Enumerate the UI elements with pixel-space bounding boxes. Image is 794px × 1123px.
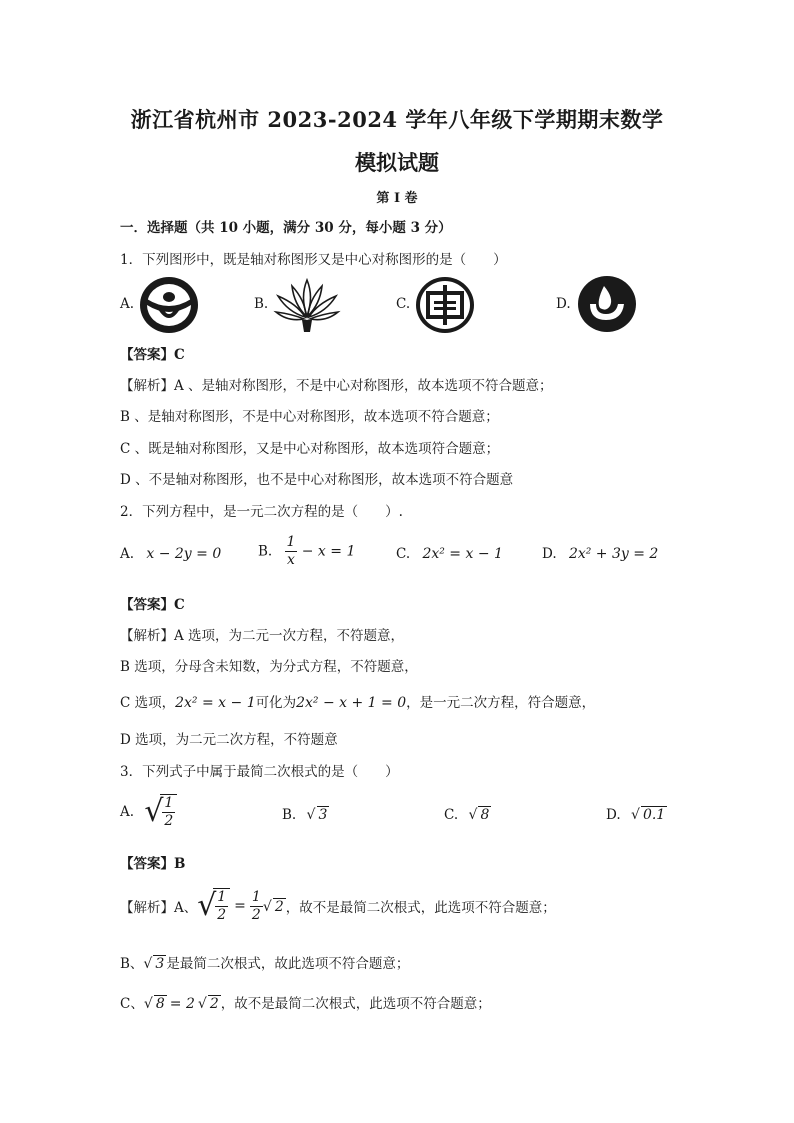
- q2-analysis-2: B 选项，分母含未知数，为分式方程，不符题意，: [120, 659, 418, 675]
- q2-option-a: [120, 546, 221, 562]
- q3-analysis-a-half: [250, 889, 263, 924]
- q3-option-b-radicand: 3: [318, 807, 328, 823]
- q2-option-c-label: C.: [396, 546, 411, 562]
- q2-option-d: [542, 546, 658, 562]
- q3-option-d-label: D.: [606, 807, 621, 823]
- q1-option-a-label: A.: [120, 296, 135, 312]
- q3-stem: 3．下列式子中属于最简二次根式的是（ ）: [120, 764, 399, 780]
- q3-option-d-radicand: 0.1: [642, 807, 666, 823]
- q1-analysis-4: D 、不是轴对称图形，也不是中心对称图形，故本选项不符合题意: [120, 472, 514, 488]
- q2-analysis-3-expr-1: 2x² = x − 1: [175, 695, 256, 711]
- q3-analysis-a-half-den: 2: [251, 906, 261, 923]
- q2-option-b: [258, 534, 355, 569]
- q3-analysis-b-post: 是最简二次根式，故此选项不符合题意；: [166, 956, 410, 972]
- q3-analysis-c-pre: C、: [120, 996, 144, 1012]
- q3-analysis-b-radicand: 3: [155, 956, 165, 972]
- q2-analysis-3-pre: C 选项，: [120, 695, 176, 711]
- q2-option-d-label: D.: [542, 546, 557, 562]
- volume-label: 第 I 卷: [376, 191, 418, 206]
- q1-option-b-label: B.: [254, 296, 269, 312]
- q3-analysis-a-half-num: 1: [251, 888, 261, 905]
- q3-option-a-label: A.: [120, 804, 135, 820]
- q3-option-d: [606, 806, 667, 823]
- q1-logo-d-icon: [576, 274, 638, 334]
- q1-analysis-2: B 、是轴对称图形，不是中心对称图形，故本选项不符合题意；: [120, 409, 499, 425]
- q1-logo-a-icon: [138, 275, 200, 335]
- q3-analysis-a-sqrt: √ $\frac{1}{2}$: [197, 888, 230, 924]
- q1-logo-c-icon: [414, 275, 476, 335]
- q3-option-a-sqrt: √ $\frac{1}{2}$: [144, 794, 177, 830]
- section-heading: 一．选择题（共 10 小题，满分 30 分，每小题 3 分）: [120, 220, 452, 236]
- q2-option-b-label: B.: [258, 543, 273, 560]
- title-line-1: 浙江省杭州市 2023-2024 学年八年级下学期期末数学: [130, 107, 664, 132]
- q2-stem: 2．下列方程中，是一元二次方程的是（ ）.: [120, 504, 403, 520]
- q3-analysis-c-post: ，故不是最简二次根式，此选项不符合题意；: [220, 996, 491, 1012]
- q2-analysis-3: [120, 691, 595, 711]
- q3-option-c-radicand: 8: [480, 807, 490, 823]
- q3-option-c: [444, 806, 491, 823]
- q1-stem: 1．下列图形中，既是轴对称图形又是中心对称图形的是（ ）: [120, 252, 507, 268]
- q1-answer: 【答案】C: [120, 347, 185, 363]
- q2-option-b-rest: − x = 1: [301, 543, 356, 560]
- q2-answer: 【答案】C: [120, 597, 185, 613]
- q3-analysis-b: B、 √ 3 是最简二次根式，故此选项不符合题意；: [120, 956, 410, 972]
- title-line-2: 模拟试题: [355, 150, 439, 175]
- q2-option-a-expr: x − 2y = 0: [146, 546, 222, 562]
- q2-option-b-denominator: x: [287, 552, 295, 568]
- q3-analysis-a-post: ，故不是最简二次根式，此选项不符合题意；: [285, 900, 556, 916]
- q2-option-c: [396, 546, 503, 562]
- q3-option-c-sqrt: √ 8: [468, 807, 490, 823]
- q3-analysis-a-root2: 2: [274, 898, 284, 915]
- q3-analysis-a-denominator: 2: [217, 907, 227, 923]
- q2-analysis-1: 【解析】A 选项，为二元一次方程，不符题意，: [120, 628, 405, 644]
- q2-option-a-label: A.: [120, 546, 135, 562]
- q1-analysis-3: C 、既是轴对称图形，又是中心对称图形，故本选项符合题意；: [120, 441, 500, 457]
- q3-analysis-c: C、 √ 8 = 2 √ 2 ，故不是最简二次根式，此选项不符合题意；: [120, 996, 491, 1012]
- q2-option-b-numerator: 1: [286, 534, 296, 550]
- q3-option-a: [120, 794, 177, 830]
- q2-option-c-expr: 2x² = x − 1: [422, 546, 503, 562]
- q3-option-b: [282, 806, 329, 823]
- q3-option-c-label: C.: [444, 807, 459, 823]
- q2-analysis-3-post: ，是一元二次方程，符合题意，: [406, 695, 596, 711]
- q3-option-a-fraction: [162, 795, 175, 830]
- q3-analysis-c-radicand-1: 8: [155, 996, 165, 1012]
- q3-option-a-denominator: 2: [164, 813, 174, 829]
- q3-analysis-a-pre: 【解析】A、: [120, 900, 198, 916]
- q3-analysis-a-numerator: 1: [217, 889, 227, 905]
- q1-option-c-label: C.: [396, 296, 411, 312]
- q3-option-a-numerator: 1: [164, 795, 174, 811]
- q1-logo-b-icon: [272, 272, 342, 338]
- q2-analysis-4: D 选项，为二元二次方程，不符题意: [120, 732, 338, 748]
- q1-option-d-label: D.: [556, 296, 571, 312]
- q3-analysis-a: 【解析】A、 √ $\frac{1}{2}$ = $\frac{1}{2}$ √ 2 ，故不是最简二次根式，此选项不符合题意；: [120, 888, 556, 923]
- q1-analysis-1: 【解析】A 、是轴对称图形，不是中心对称图形，故本选项不符合题意；: [120, 378, 553, 394]
- q2-option-b-fraction: [285, 534, 298, 569]
- q3-option-b-sqrt: √ 3: [306, 807, 328, 823]
- q2-analysis-3-mid: 可化为: [255, 695, 297, 711]
- q3-answer: 【答案】B: [120, 856, 186, 872]
- q2-analysis-3-expr-2: 2x² − x + 1 = 0: [296, 695, 407, 711]
- q3-analysis-b-pre: B、: [120, 956, 144, 972]
- q3-analysis-c-radicand-2: 2: [209, 996, 219, 1012]
- q2-option-d-expr: 2x² + 3y = 2: [568, 546, 659, 562]
- q3-option-d-sqrt: √ 0.1: [630, 807, 666, 823]
- q3-option-b-label: B.: [282, 807, 297, 823]
- q3-analysis-c-eq: = 2: [169, 996, 195, 1012]
